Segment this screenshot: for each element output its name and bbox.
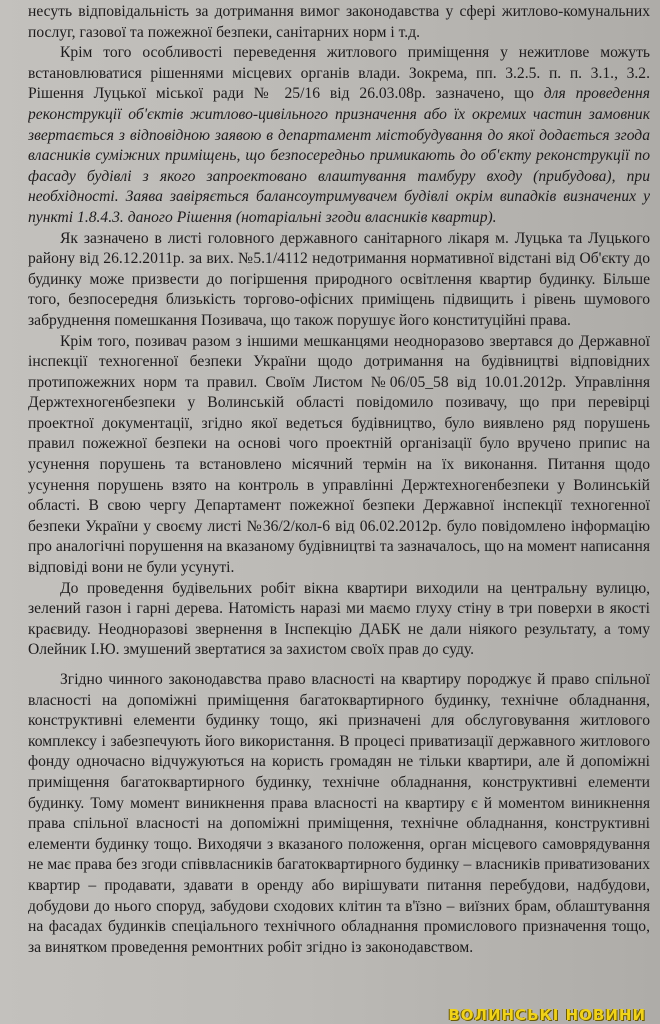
paragraph-1: несуть відповідальність за дотримання вимог законодавства у сфері житлово-комунальних послуг, газової та пожежної безпеки, санітарних норм і т.д. (28, 3, 650, 41)
watermark-logo: ВОЛИНСЬКІ НОВИНИ (448, 1006, 646, 1024)
document-page (28, 2, 650, 1002)
paragraph-3: Як зазначено в листі головного державного санітарного лікаря м. Луцька та Луцького району від 26.12.2011р. за вих. №5.1/4112 недотримання нормативної відстані від Об'єкту до будинку може призвести до погіршення природного освітлення квартир будинку. Більше того, безпосередня близькість торгово-офісних приміщень підвищить і рівень шумового забруднення помешкання Позивача, що також порушує його конституційні права. (28, 229, 650, 329)
paragraph-2-text: Крім того особливості переведення житлового приміщення у нежитлове можуть встановлюватися рішеннями місцевих органів влади. Зокрема, пп. 3.2.5. п. п. 3.1., 3.2. Рішення Луцької міської ради № 25/16 від 26.03.08р. зазначено, що (28, 44, 650, 103)
paragraph-4: Крім того, позивач разом з іншими мешканцями неодноразово звертався до Державної інспекції техногенної безпеки України щодо дотримання на будівництві відповідних протипожежних норм та правил. Своїм Листом №06/05_58 від 10.01.2012р. Управління Держтехногенбезпеки у Волинській області повідомило позивачу, що при перевірці проектної документації, згідно якої ведеться будівництво, було виявлено ряд порушень правил пожежної безпеки на основі чого проектній організації було вручено припис на усунення порушень та встановлено місячний термін на їх виконання. Питання щодо усунення порушень взято на контроль в управлінні Держтехногенбезпеки у Волинській області. В свою чергу Департамент пожежної безпеки Державної інспекції техногенної безпеки України у своєму листі №36/2/кол-6 від 06.02.2012р. було повідомлено інформацію про аналогічні порушення на вказаному будівництві та зазначалось, що на момент написання відповіді вони не були усунуті. (28, 332, 650, 577)
paragraph-2 (28, 43, 650, 228)
paragraph-6: Згідно чинного законодавства право власності на квартиру породжує й право спільної власності на допоміжні приміщення багатоквартирного будинку, технічне обладнання, конструктивні елементи будинку тощо, які призначені для обслуговування житлового комплексу і забезпечують його використання. В процесі приватизації державного житлового фонду одночасно відчужуються на користь громадян не тільки квартири, але й допоміжні приміщення багатоквартирного будинку, технічне обладнання, конструктивні елементи будинку. Тому момент виникнення права власності на квартиру є й моментом виникнення права спільної власності на допоміжні приміщення, технічне обладнання, конструктивні елементи будинку тощо. Виходячи з вказаного положення, орган місцевого самоврядування не має права без згоди співвласників багатоквартирного будинку – власників приватизованих квартир – продавати, здавати в оренду або вирішувати питання перебудови, надбудови, добудови до нього споруд, забудови сходових клітин та в'їзно – виїзних брам, облаштування на фасадах будинків спеціального технічного обладнання промислового призначення тощо, за винятком проведення ремонтних робіт згідно із законодавством. (28, 671, 650, 956)
paragraph-5: До проведення будівельних робіт вікна квартири виходили на центральну вулицю, зелений газон і гарні дерева. Натомість наразі ми маємо глуху стіну в три поверхи в якості краєвиду. Неодноразові звернення в Інспекцію ДАБК не дали ніякого результату, а тому Олейник І.Ю. змушений звертатися за захистом своїх прав до суду. (28, 579, 650, 659)
paragraph-2-italic-quote: для проведення реконструкції об'єктів житлово-цивільного призначення або їх окремих частин замовник звертається з відповідною заявою в департамент містобудування до якої додається згода власників суміжних приміщень, що безпосередньо примикають до об'єкту реконструкції по фасаду будівлі з якого запроектовано влаштування тамбуру входу (прибудова), при необхідності. Заява завіряється балансоутримувачем будівлі окрім випадків визначених у пункті 1.8.4.3. даного Рішення (нотаріальні згоди власників квартир). (28, 85, 650, 226)
